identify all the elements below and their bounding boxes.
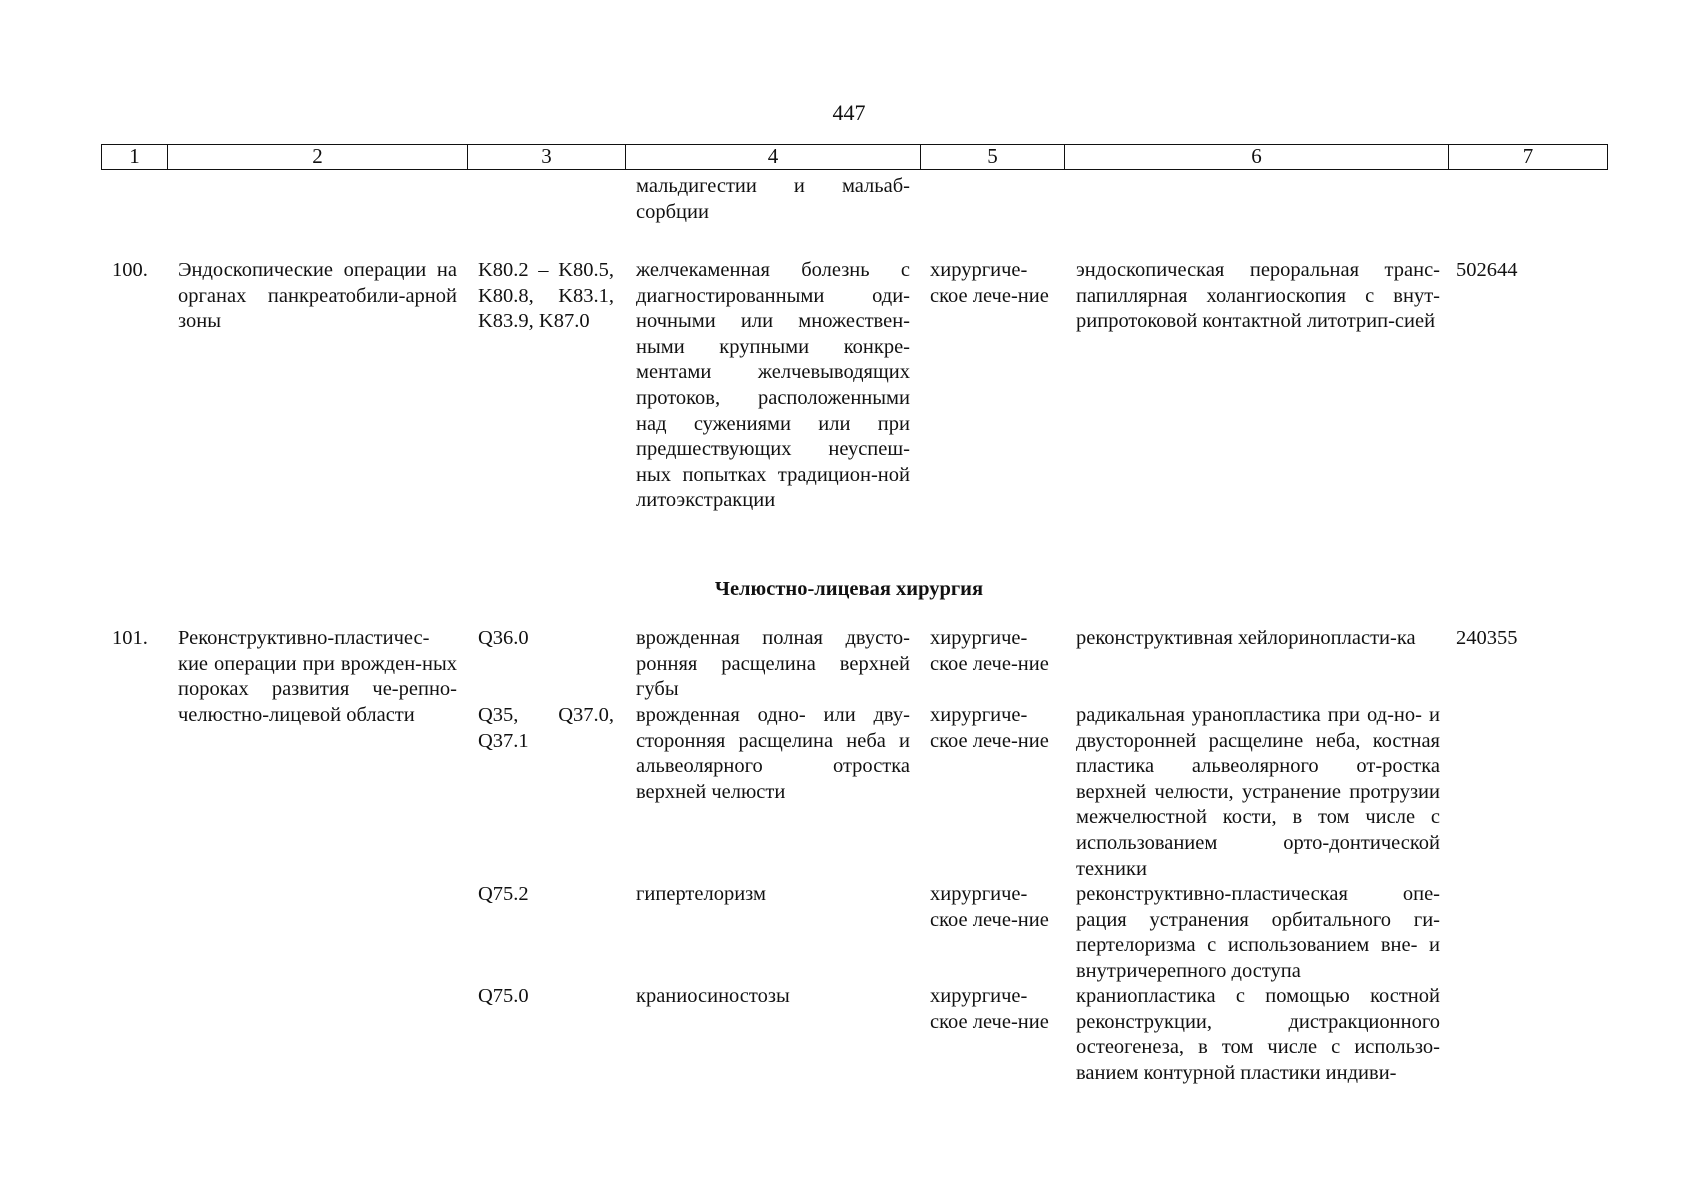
row-100-treatment: хирургиче-ское лече-ние [930,259,1049,307]
row-101-sub4-method: краниопластика с помощью костной реконструкции, дистракционного остеогенеза, в том числе с использо-ванием контурной пластики индиви- [1076,985,1440,1084]
header-col-5: 5 [920,145,1064,169]
row-101-sub2-disease: врожденная одно- или дву-сторонняя расщелина неба и альвеолярного отростка верхней челюсти [636,704,910,803]
row-101-sub2-method: радикальная уранопластика при од-но- и двусторонней расщелине неба, костная пластика альвеолярного от-ростка верхней челюсти, устранение протрузии межчелюстной кости, в том числе с использованием орто-донтической техники [1076,704,1440,880]
header-col-2: 2 [167,145,467,169]
row-101-number: 101. [112,627,148,649]
row-101-sub4-disease: краниосиностозы [636,985,790,1007]
header-col-7: 7 [1448,145,1608,169]
row-101-sub4-codes: Q75.0 [478,985,529,1007]
row-101-sub3-disease: гипертелоризм [636,883,766,905]
section-title: Челюстно-лицевая хирургия [714,578,984,600]
header-col-1: 1 [101,145,167,169]
table-header-row [101,144,1608,170]
row-101-name: Реконструктивно-пластичес-кие операции при врожден-ных пороках развития че-репно-челюстно-лицевой области [178,627,457,726]
header-col-3: 3 [467,145,625,169]
row-100-method: эндоскопическая пероральная транс-папиллярная холангиоскопия с внут-рипротоковой контактной литотрип-сией [1076,259,1440,333]
row-101-sub1-disease: врожденная полная двусто-ронняя расщелина верхней губы [636,627,910,701]
row-101-cost: 240355 [1456,627,1518,649]
row-101-sub1-method: реконструктивная хейлоринопласти-ка [1076,627,1416,649]
row-101-sub3-codes: Q75.2 [478,883,529,905]
header-col-6: 6 [1064,145,1448,169]
row-100-number: 100. [112,259,148,281]
row-100-cost: 502644 [1456,259,1518,281]
page-number: 447 [832,100,866,125]
row-101-sub1-treatment: хирургиче-ское лече-ние [930,627,1049,675]
row-101-sub2-codes: Q35, Q37.0, Q37.1 [478,704,614,752]
row-101-sub2-treatment: хирургиче-ское лече-ние [930,704,1049,752]
row-100-name: Эндоскопические операции на органах панкреатобили-арной зоны [178,259,457,333]
row-101-sub3-treatment: хирургиче-ское лече-ние [930,883,1049,931]
row-101-sub4-treatment: хирургиче-ское лече-ние [930,985,1049,1033]
header-col-4: 4 [625,145,920,169]
row-100-disease: желчекаменная болезнь с диагностированными оди-ночными или множествен-ными крупными конкре-ментами желчевыводящих протоков, расположенными над сужениями или при предшествующих неуспеш-ных попытках традицион-ной литоэкстракции [636,259,910,512]
row-101-sub1-codes: Q36.0 [478,627,529,649]
row-100-codes: K80.2 – K80.5, K80.8, K83.1, K83.9, K87.0 [478,259,614,333]
row-101-sub3-method: реконструктивно-пластическая опе-рация устранения орбитального ги-пертелоризма с использованием вне- и внутричерепного доступа [1076,883,1440,982]
continuation-disease: мальдигестии и мальаб-сорбции [636,175,910,223]
